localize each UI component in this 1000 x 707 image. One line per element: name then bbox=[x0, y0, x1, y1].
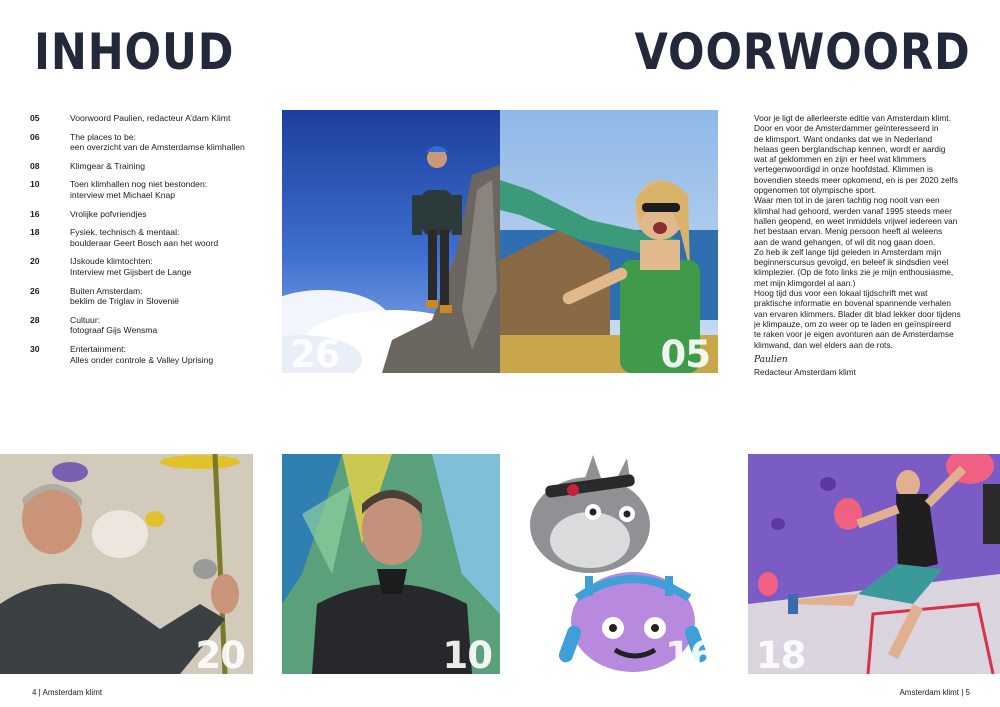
toc-entry bbox=[30, 209, 270, 220]
contents-title: INHOUD bbox=[34, 23, 235, 81]
toc-page-number: 16 bbox=[30, 208, 40, 219]
toc-page-number: 28 bbox=[30, 314, 40, 325]
toc-title: Vrolijke pofvriendjes bbox=[70, 208, 147, 219]
foreword-text: Voor je ligt de allerleerste editie van Amsterdam klimt. Door en voor de Amsterdammer geïnteresseerd in de klimsport. Want ondanks dat we in Nederland helaas geen berglandschap kennen, wordt er aardig wat af geklommen en zijn er heel wat klimmers vertegenwoordigd in onze hoofdstad. Klimmen is bovendien steeds meer opkomend, en is per 2020 zelfs opgenomen tot olympische sport. Waar men tot in de jaren tachtig nog nooit van een klimhal had gehoord, werden vanaf 1995 steeds meer hallen geopend, en weet inmiddels vrijwel iedereen van het bestaan ervan. Menig persoon heeft al weleens aan de wand gehangen, of wil dit nog gaan doen. Zo heb ik zelf lange tijd geleden in Amsterdam mijn beginnerscursus gevolgd, en beleef ik sindsdien veel klimplezier. (Op de foto links zie je mijn enthousiasme, met mijn klimgordel al aan.) Hoog tijd dus voor een lokaal tijdschrift met wat praktische informatie en bovenal spannende verhalen van ervaren klimmers. Blader dit blad lekker door tijdens je klimpauze, om zo weer op te laden en geïnspireerd te raken voor je eigen avonturen aan de Amsterdamse klimwand, dan wel elders aan de rots. bbox=[754, 113, 961, 350]
photo-chalk-bags bbox=[515, 450, 720, 674]
toc-page-number: 10 bbox=[30, 179, 40, 190]
toc-entry bbox=[30, 286, 270, 307]
photo-page-number: 20 bbox=[195, 634, 245, 674]
toc-title: Klimgear & Training bbox=[70, 160, 145, 171]
photo-page-number: 16 bbox=[665, 634, 715, 674]
photo-page-number: 26 bbox=[290, 333, 340, 373]
toc-entry bbox=[30, 161, 270, 172]
photo-selfie-climber bbox=[500, 110, 718, 373]
toc-title: IJskoude klimtochten: Interview met Gijsbert de Lange bbox=[70, 256, 192, 277]
toc-title: Buiten Amsterdam: beklim de Triglav in Slovenië bbox=[70, 285, 179, 307]
toc-title: Entertainment: Alles onder controle & Valley Uprising bbox=[70, 343, 214, 365]
signature-role: Redacteur Amsterdam klimt bbox=[754, 367, 856, 377]
toc-entry bbox=[30, 256, 270, 277]
table-of-contents bbox=[30, 113, 270, 373]
toc-page-number: 08 bbox=[30, 160, 40, 171]
toc-entry bbox=[30, 179, 270, 200]
toc-title: Fysiek, technisch & mentaal: boulderaar Geert Bosch aan het woord bbox=[70, 227, 219, 248]
photo-mountain-climber bbox=[282, 110, 500, 373]
toc-title: Toen klimhallen nog niet bestonden: interview met Michael Knap bbox=[70, 179, 208, 200]
toc-title: Cultuur: fotograaf Gijs Wensma bbox=[70, 314, 158, 336]
toc-entry bbox=[30, 227, 270, 248]
toc-page-number: 30 bbox=[30, 343, 40, 354]
toc-title: Voorwoord Paulien, redacteur A’dam Klimt bbox=[70, 113, 231, 123]
toc-title: The places to be: een overzicht van de Amsterdamse klimhallen bbox=[70, 131, 245, 153]
signature: Paulien bbox=[754, 355, 788, 365]
toc-page-number: 05 bbox=[30, 113, 40, 123]
toc-page-number: 26 bbox=[30, 285, 40, 296]
left-page-footer: 4 | Amsterdam klimt bbox=[32, 688, 103, 697]
toc-entry bbox=[30, 113, 270, 124]
toc-page-number: 18 bbox=[30, 227, 40, 238]
photo-page-number: 10 bbox=[442, 634, 492, 674]
toc-entry bbox=[30, 132, 270, 153]
photo-page-number: 05 bbox=[660, 333, 710, 373]
photo-man-in-jacket bbox=[282, 454, 500, 674]
foreword-title: VOORWOORD bbox=[634, 23, 970, 81]
toc-entry bbox=[30, 344, 270, 365]
photo-climber-with-rope bbox=[0, 454, 253, 674]
toc-page-number: 06 bbox=[30, 131, 40, 142]
toc-entry bbox=[30, 315, 270, 336]
photo-page-number: 18 bbox=[756, 634, 806, 674]
right-page-footer: Amsterdam klimt | 5 bbox=[899, 688, 970, 697]
toc-page-number: 20 bbox=[30, 256, 40, 267]
photo-boulderer bbox=[748, 454, 1000, 674]
